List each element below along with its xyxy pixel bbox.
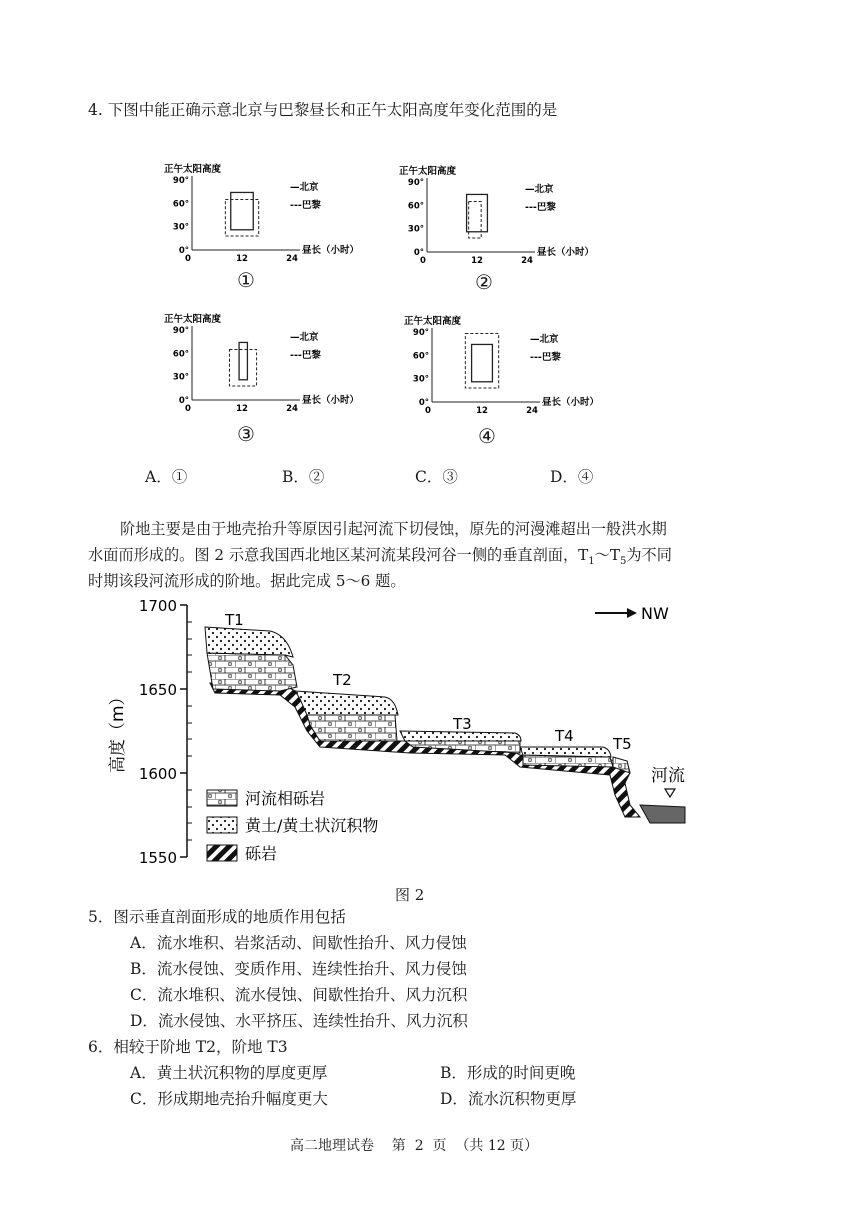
legend-swatch-bedrock	[207, 845, 237, 861]
q5-option-b[interactable]: B．流水侵蚀、变质作用、连续性抬升、风力侵蚀	[130, 960, 467, 978]
chart-4-title: 正午太阳高度	[404, 316, 462, 327]
q4-option-d[interactable]: D．④	[550, 468, 594, 486]
chart-1-ytick: 90°	[172, 176, 189, 186]
question-6-stem: 6．相较于阶地 T2，阶地 T3	[88, 1038, 288, 1056]
q4-option-a[interactable]: A．①	[145, 468, 188, 486]
river-label: 河流	[651, 766, 685, 786]
chart-1-ytick: 30°	[172, 222, 189, 233]
chart-2-xlabel: 昼长（小时）	[537, 247, 595, 258]
chart-4-xtick: 0	[425, 406, 431, 416]
t2-conglomerate	[307, 715, 397, 741]
chart-4-legend-beijing: —北京	[530, 334, 559, 345]
chart-2-xtick: 12	[471, 256, 483, 266]
chart-2-title: 正午太阳高度	[399, 166, 457, 177]
chart-4-range-beijing	[472, 344, 493, 381]
chart-3-ytick: 60°	[172, 349, 189, 360]
chart-1-xtick: 12	[236, 254, 248, 264]
chart-1-ytick: 60°	[172, 199, 189, 210]
chart-4-xtick: 24	[526, 406, 538, 416]
legend	[207, 789, 378, 863]
chart-3-xlabel: 昼长（小时）	[302, 395, 360, 406]
t1-loess	[205, 627, 293, 657]
chart-1-title: 正午太阳高度	[164, 164, 222, 175]
figure-2-profile	[95, 595, 715, 875]
chart-label-4: ④	[478, 424, 496, 448]
chart-3-ytick: 90°	[172, 326, 189, 336]
y-axis-label: 高度（m）	[108, 688, 128, 773]
terrace-label-t1: T1	[225, 611, 244, 629]
chart-1-legend-paris: ---巴黎	[290, 200, 321, 211]
river-marker-icon	[665, 789, 675, 797]
north-label: NW	[641, 604, 669, 623]
chart-3-range-paris	[230, 349, 257, 386]
legend-loess: 黄土/黄土状沉积物	[245, 816, 379, 835]
chart-3-xtick: 12	[236, 404, 248, 414]
figure-2-caption: 图 2	[395, 886, 425, 904]
chart-4-ytick: 90°	[412, 328, 429, 338]
y-tick-1600: 1600	[138, 765, 177, 783]
q6-option-b[interactable]: B．形成的时间更晚	[440, 1064, 576, 1082]
chart-1-ytick: 0°	[178, 246, 189, 256]
y-tick-1700: 1700	[138, 597, 177, 615]
page-footer: 高二地理试卷 第 2 页 （共 12 页）	[290, 1138, 539, 1154]
q4-option-c[interactable]: C．③	[415, 468, 458, 486]
chart-1-range-beijing	[231, 192, 254, 229]
nw-arrowhead-icon	[627, 608, 637, 618]
chart-4-legend-paris: ---巴黎	[530, 352, 561, 363]
chart-label-3: ③	[237, 422, 255, 446]
q5-option-a[interactable]: A．流水堆积、岩浆活动、间歇性抬升、风力侵蚀	[130, 934, 467, 952]
chart-1-xlabel: 昼长（小时）	[302, 245, 360, 256]
chart-2-ytick: 60°	[407, 201, 424, 212]
passage-line-1: 阶地主要是由于地壳抬升等原因引起河流下切侵蚀，原先的河漫滩超出一般洪水期	[120, 520, 667, 538]
terrace-label-t4: T4	[555, 727, 574, 745]
chart-2-xtick: 24	[521, 256, 533, 266]
t2-loess	[295, 691, 398, 715]
chart-4-ytick: 60°	[412, 351, 429, 362]
chart-label-1: ①	[237, 268, 255, 292]
q6-option-c[interactable]: C．形成期地壳抬升幅度更大	[130, 1090, 328, 1108]
river-water	[640, 805, 685, 823]
chart-3-ytick: 30°	[172, 372, 189, 383]
passage-line-2: 水面而形成的。图 2 示意我国西北地区某河流某段河谷一侧的垂直剖面，$T_1\sim T_5$为不同	[88, 546, 672, 568]
chart-1-xtick: 0	[185, 254, 191, 264]
chart-2-range-beijing	[467, 194, 488, 231]
chart-3-legend-beijing: —北京	[290, 332, 319, 343]
chart-4-xtick: 12	[476, 406, 488, 416]
chart-4-xlabel: 昼长（小时）	[542, 397, 600, 408]
chart-2-ytick: 90°	[407, 178, 424, 188]
chart-3-xtick: 0	[185, 404, 191, 414]
terrace-label-t2: T2	[333, 671, 352, 689]
passage-line-3: 时期该段河流形成的阶地。据此完成 5～6 题。	[88, 572, 406, 590]
chart-2-ytick: 30°	[407, 224, 424, 235]
chart-3-title: 正午太阳高度	[164, 314, 222, 325]
chart-4-ytick: 30°	[412, 374, 429, 385]
chart-2-legend-beijing: —北京	[525, 184, 554, 195]
chart-4-range-paris	[465, 334, 498, 388]
q5-option-d[interactable]: D．流水侵蚀、水平挤压、连续性抬升、风力沉积	[130, 1012, 468, 1030]
chart-2-ytick: 0°	[413, 248, 424, 258]
chart-3-ytick: 0°	[178, 396, 189, 406]
terrace-label-t5: T5	[613, 735, 632, 753]
q4-charts	[150, 158, 610, 448]
q5-option-c[interactable]: C．流水堆积、流水侵蚀、间歇性抬升、风力沉积	[130, 986, 468, 1004]
chart-3-legend-paris: ---巴黎	[290, 350, 321, 361]
chart-2-range-paris	[469, 201, 482, 238]
chart-3-xtick: 24	[286, 404, 298, 414]
t4-loess	[520, 747, 611, 757]
chart-3-range-beijing	[239, 342, 247, 379]
chart-1-legend-beijing: —北京	[290, 182, 319, 193]
chart-2-xtick: 0	[420, 256, 426, 266]
q4-option-b[interactable]: B．②	[282, 468, 325, 486]
legend-swatch-loess	[207, 817, 237, 833]
question-5-stem: 5．图示垂直剖面形成的地质作用包括	[88, 908, 346, 926]
chart-4-ytick: 0°	[418, 398, 429, 408]
terrace-label-t3: T3	[453, 715, 472, 733]
y-tick-1550: 1550	[138, 849, 177, 867]
q6-option-a[interactable]: A．黄土状沉积物的厚度更厚	[130, 1064, 328, 1082]
legend-swatch-conglomerate	[207, 790, 237, 806]
question-4-stem: 4. 下图中能正确示意北京与巴黎昼长和正午太阳高度年变化范围的是	[88, 101, 558, 119]
y-axis	[108, 597, 192, 867]
chart-1-xtick: 24	[286, 254, 298, 264]
chart-2-legend-paris: ---巴黎	[525, 202, 556, 213]
q6-option-d[interactable]: D．流水沉积物更厚	[440, 1090, 577, 1108]
legend-conglomerate: 河流相砾岩	[245, 789, 326, 808]
chart-label-2: ②	[475, 270, 493, 294]
legend-bedrock: 砾岩	[245, 844, 278, 863]
t1-conglomerate	[207, 653, 297, 691]
y-tick-1650: 1650	[138, 681, 177, 699]
